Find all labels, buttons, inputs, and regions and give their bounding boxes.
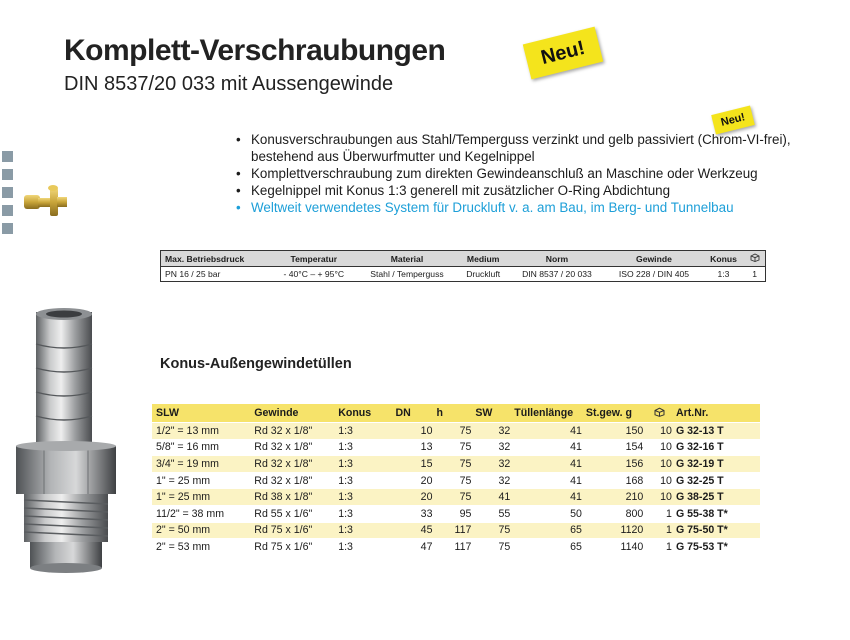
cell-stgew: 1120 bbox=[584, 522, 645, 539]
cell-stgew: 800 bbox=[584, 505, 645, 522]
spec-header-cell: Max. Betriebsdruck bbox=[161, 251, 272, 267]
cell-slw: 1" = 25 mm bbox=[152, 489, 252, 506]
cell-gewinde: Rd 38 x 1/8" bbox=[252, 489, 336, 506]
cell-slw: 2" = 53 mm bbox=[152, 539, 252, 555]
new-badge: Neu! bbox=[523, 27, 604, 80]
package-icon bbox=[744, 251, 765, 267]
cell-sw: 75 bbox=[473, 539, 512, 555]
side-markers bbox=[2, 151, 13, 241]
cell-artnr: G 32-25 T bbox=[674, 472, 760, 489]
cell-stgew: 154 bbox=[584, 439, 645, 456]
cell-artnr: G 55-38 T* bbox=[674, 505, 760, 522]
cell-slw: 5/8" = 16 mm bbox=[152, 439, 252, 456]
cell-h: 117 bbox=[434, 522, 473, 539]
spec-header-cell: Gewinde bbox=[605, 251, 702, 267]
col-header-artnr: Art.Nr. bbox=[674, 404, 760, 423]
cell-konus: 1:3 bbox=[336, 539, 393, 555]
col-header-gewinde: Gewinde bbox=[252, 404, 336, 423]
spec-header-cell: Norm bbox=[509, 251, 606, 267]
cell-artnr: G 75-53 T* bbox=[674, 539, 760, 555]
cell-pack: 10 bbox=[645, 456, 674, 473]
cell-dn: 20 bbox=[394, 472, 435, 489]
cell-sw: 32 bbox=[473, 423, 512, 440]
cell-konus: 1:3 bbox=[336, 489, 393, 506]
cell-sw: 32 bbox=[473, 472, 512, 489]
feature-item: • Kegelnippel mit Konus 1:3 generell mit zusätzlicher O-Ring Abdichtung bbox=[236, 182, 836, 199]
cell-slw: 11/2" = 38 mm bbox=[152, 505, 252, 522]
cell-slw: 1" = 25 mm bbox=[152, 472, 252, 489]
spec-cell: 1 bbox=[752, 269, 758, 279]
cell-stgew: 156 bbox=[584, 456, 645, 473]
cell-dn: 33 bbox=[394, 505, 435, 522]
col-header-dn: DN bbox=[394, 404, 435, 423]
cell-gewinde: Rd 32 x 1/8" bbox=[252, 423, 336, 440]
side-marker bbox=[2, 205, 13, 216]
cell-tuellenlaenge: 41 bbox=[512, 423, 584, 440]
cell-pack: 1 bbox=[645, 522, 674, 539]
cell-artnr: G 38-25 T bbox=[674, 489, 760, 506]
cell-tuellenlaenge: 41 bbox=[512, 489, 584, 506]
cell-sw: 55 bbox=[473, 505, 512, 522]
package-icon bbox=[645, 404, 674, 423]
cell-gewinde: Rd 55 x 1/6" bbox=[252, 505, 336, 522]
table-row bbox=[152, 505, 760, 522]
spec-row bbox=[161, 267, 766, 282]
cell-pack: 1 bbox=[645, 505, 674, 522]
cell-gewinde: Rd 75 x 1/6" bbox=[252, 522, 336, 539]
side-marker bbox=[2, 169, 13, 180]
product-table-header bbox=[152, 404, 760, 423]
cell-artnr: G 32-13 T bbox=[674, 423, 760, 440]
cell-slw: 2" = 50 mm bbox=[152, 522, 252, 539]
table-row bbox=[152, 489, 760, 506]
table-row bbox=[152, 439, 760, 456]
spec-header-row bbox=[161, 251, 766, 267]
cell-gewinde: Rd 75 x 1/6" bbox=[252, 539, 336, 555]
cell-h: 75 bbox=[434, 472, 473, 489]
cell-tuellenlaenge: 65 bbox=[512, 539, 584, 555]
cell-dn: 20 bbox=[394, 489, 435, 506]
feature-item-highlight: • Weltweit verwendetes System für Druckluft v. a. am Bau, im Berg- und Tunnelbau bbox=[236, 199, 836, 216]
cell-tuellenlaenge: 41 bbox=[512, 439, 584, 456]
cell-konus: 1:3 bbox=[336, 456, 393, 473]
spec-cell: Druckluft bbox=[466, 269, 501, 279]
cell-tuellenlaenge: 41 bbox=[512, 456, 584, 473]
cell-tuellenlaenge: 65 bbox=[512, 522, 584, 539]
cell-stgew: 168 bbox=[584, 472, 645, 489]
cell-gewinde: Rd 32 x 1/8" bbox=[252, 472, 336, 489]
spec-cell: 1:3 bbox=[717, 269, 730, 279]
cell-dn: 47 bbox=[394, 539, 435, 555]
spec-cell: PN 16 / 25 bar bbox=[165, 269, 221, 279]
cell-stgew: 150 bbox=[584, 423, 645, 440]
cell-gewinde: Rd 32 x 1/8" bbox=[252, 456, 336, 473]
cell-sw: 32 bbox=[473, 456, 512, 473]
new-badge-small: Neu! bbox=[711, 105, 755, 134]
col-header-h: h bbox=[434, 404, 473, 423]
cell-konus: 1:3 bbox=[336, 423, 393, 440]
cell-konus: 1:3 bbox=[336, 505, 393, 522]
spec-header-cell: Medium bbox=[458, 251, 509, 267]
cell-dn: 13 bbox=[394, 439, 435, 456]
spec-header-cell: Material bbox=[356, 251, 457, 267]
col-header-konus: Konus bbox=[336, 404, 393, 423]
cell-pack: 10 bbox=[645, 472, 674, 489]
col-header-sw: SW bbox=[473, 404, 512, 423]
cell-slw: 1/2" = 13 mm bbox=[152, 423, 252, 440]
spec-cell: ISO 228 / DIN 405 bbox=[618, 269, 690, 279]
spec-cell: DIN 8537 / 20 033 bbox=[522, 269, 592, 279]
cell-h: 75 bbox=[434, 456, 473, 473]
cell-tuellenlaenge: 50 bbox=[512, 505, 584, 522]
cell-konus: 1:3 bbox=[336, 472, 393, 489]
cell-tuellenlaenge: 41 bbox=[512, 472, 584, 489]
hose-tail-product-image bbox=[6, 306, 136, 578]
cell-slw: 3/4" = 19 mm bbox=[152, 456, 252, 473]
cell-pack: 10 bbox=[645, 423, 674, 440]
cell-pack: 10 bbox=[645, 489, 674, 506]
cell-sw: 75 bbox=[473, 522, 512, 539]
side-marker bbox=[2, 151, 13, 162]
feature-list bbox=[236, 131, 836, 216]
feature-item: • Konusverschraubungen aus Stahl/Temperguss verzinkt und gelb passiviert (Chrom-VI-frei), bestehend aus Überwurfmutter und Kegelnippel bbox=[236, 131, 836, 165]
table-row bbox=[152, 456, 760, 473]
spec-table bbox=[160, 250, 766, 282]
cell-sw: 32 bbox=[473, 439, 512, 456]
spec-header-cell: Konus bbox=[703, 251, 745, 267]
table-row bbox=[152, 522, 760, 539]
cell-artnr: G 32-19 T bbox=[674, 456, 760, 473]
cell-artnr: G 32-16 T bbox=[674, 439, 760, 456]
col-header-slw: SLW bbox=[152, 404, 252, 423]
col-header-stgew: St.gew. g bbox=[584, 404, 645, 423]
cell-sw: 41 bbox=[473, 489, 512, 506]
cell-konus: 1:3 bbox=[336, 522, 393, 539]
feature-item: • Komplettverschraubung zum direkten Gewindeanschluß an Maschine oder Werkzeug bbox=[236, 165, 836, 182]
cell-gewinde: Rd 32 x 1/8" bbox=[252, 439, 336, 456]
page-subtitle: DIN 8537/20 033 mit Aussengewinde bbox=[64, 73, 394, 95]
cell-h: 75 bbox=[434, 489, 473, 506]
product-table bbox=[152, 404, 760, 555]
coupling-thumbnail-image bbox=[20, 180, 70, 222]
cell-konus: 1:3 bbox=[336, 439, 393, 456]
side-marker bbox=[2, 187, 13, 198]
cell-dn: 10 bbox=[394, 423, 435, 440]
spec-cell: Stahl / Temperguss bbox=[370, 269, 444, 279]
cell-artnr: G 75-50 T* bbox=[674, 522, 760, 539]
cell-h: 75 bbox=[434, 439, 473, 456]
cell-h: 75 bbox=[434, 423, 473, 440]
col-header-tuellenlaenge: Tüllenlänge bbox=[512, 404, 584, 423]
page-title: Komplett-Verschraubungen bbox=[64, 34, 446, 67]
side-marker bbox=[2, 223, 13, 234]
cell-dn: 45 bbox=[394, 522, 435, 539]
spec-header-cell: Temperatur bbox=[271, 251, 356, 267]
table-row bbox=[152, 539, 760, 555]
table-row bbox=[152, 472, 760, 489]
cell-dn: 15 bbox=[394, 456, 435, 473]
cell-pack: 1 bbox=[645, 539, 674, 555]
cell-pack: 10 bbox=[645, 439, 674, 456]
section-title: Konus-Außengewindetüllen bbox=[160, 356, 352, 372]
cell-h: 95 bbox=[434, 505, 473, 522]
table-row bbox=[152, 423, 760, 440]
cell-stgew: 210 bbox=[584, 489, 645, 506]
cell-stgew: 1140 bbox=[584, 539, 645, 555]
cell-h: 117 bbox=[434, 539, 473, 555]
spec-cell: - 40°C – + 95°C bbox=[283, 269, 345, 279]
